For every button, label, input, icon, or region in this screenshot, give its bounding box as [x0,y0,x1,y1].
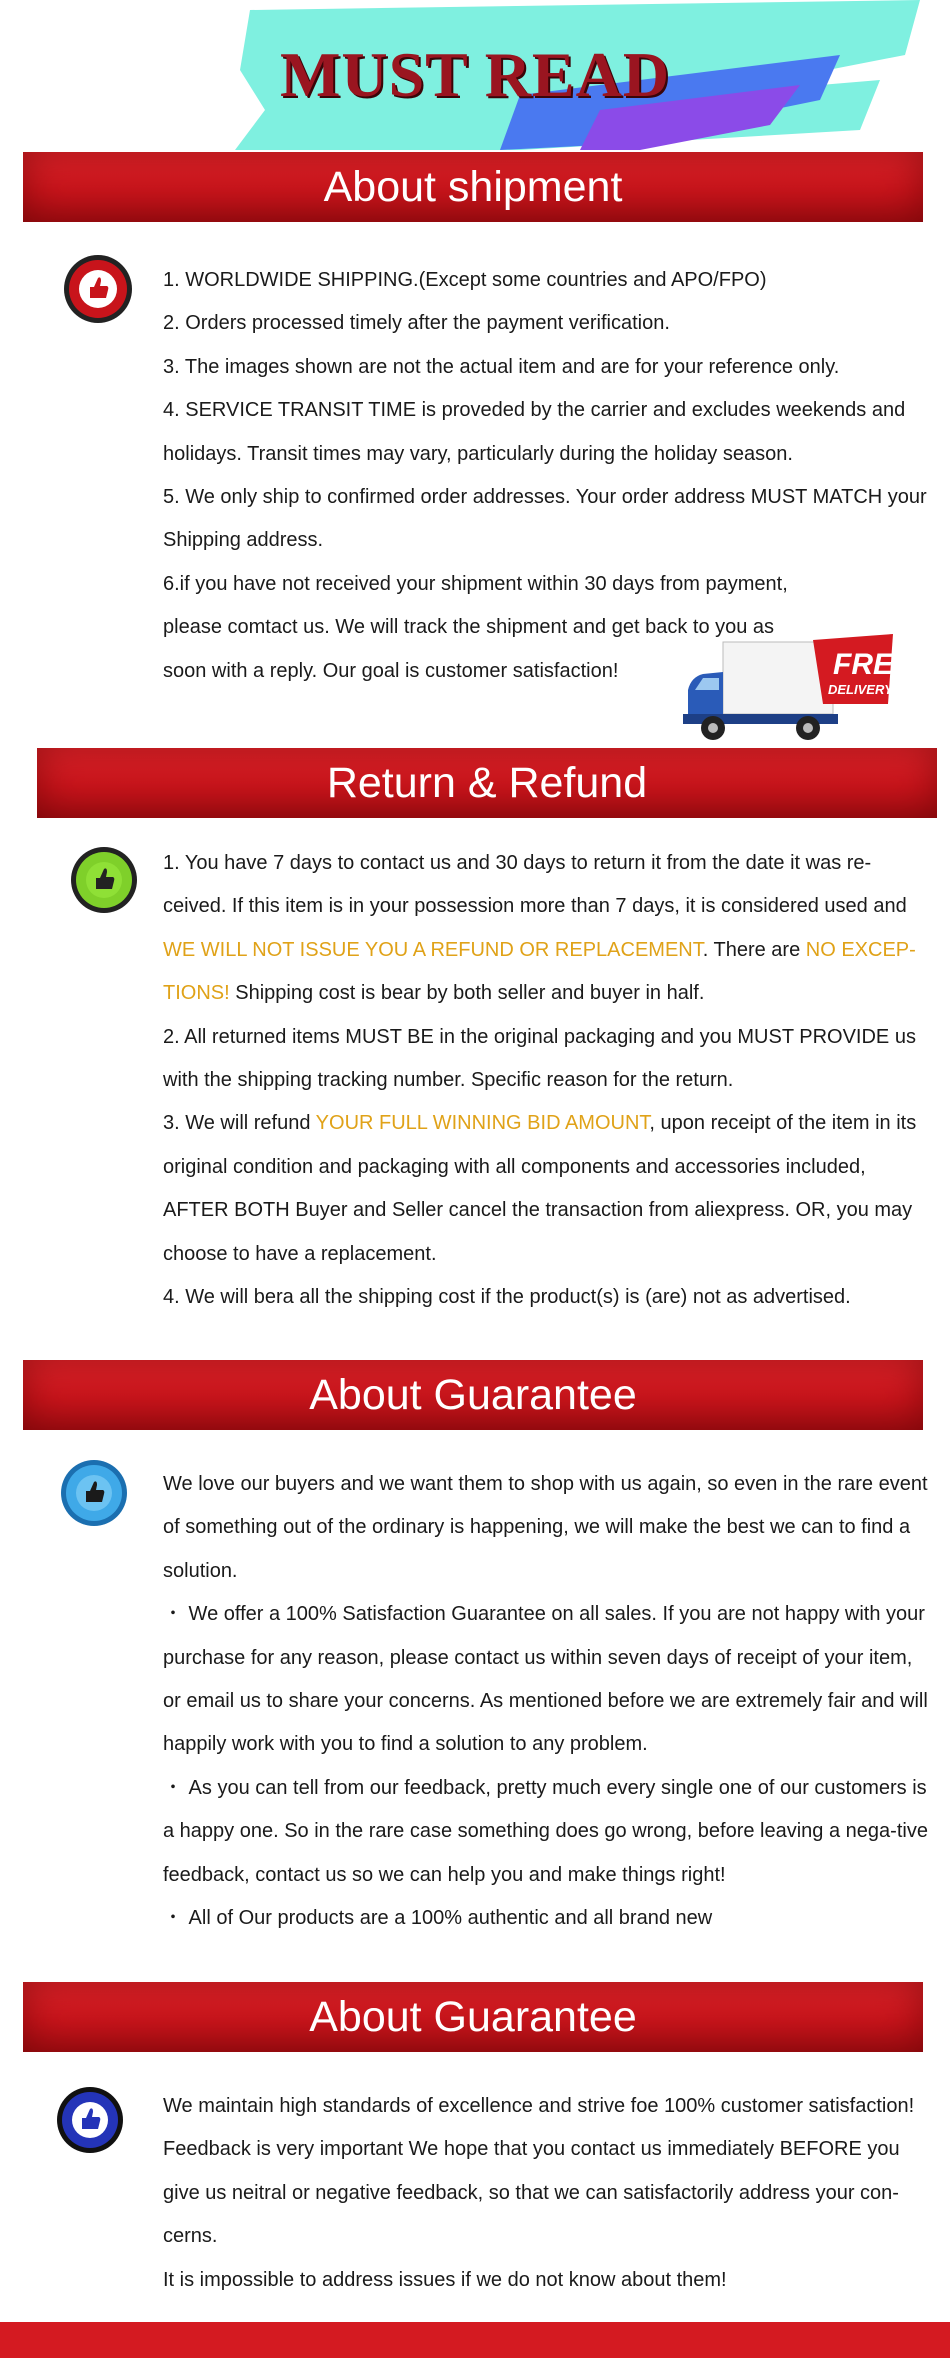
footer-bar [0,2322,950,2358]
guarantee-2-paragraph: It is impossible to address issues if we do not know about them! [163,2268,727,2291]
guarantee-2-paragraph: Feedback is very important We hope that you contact us immediately BEFORE you give us neitral or negative feedback, so that we can satisfactorily address your con-cerns. [163,2138,900,2248]
refund-paragraph: 2. All returned items MUST BE in the original packaging and you MUST PROVIDE us with the shipping tracking number. Specific reason for the return. [163,1025,916,1092]
shipment-line: 2. Orders processed timely after the payment verification. [163,312,670,335]
refund-text-span: , upon receipt of the item in its original condition and packaging with all components and accessories included, AFTER BOTH Buyer and Seller cancel the transaction from aliexpress. OR, you may choose to have a replacement. [163,1112,917,1265]
page-title: MUST READ [279,39,671,110]
refund-paragraph [163,1102,933,1276]
section-heading-guarantee-2: About Guarantee [23,1982,923,2052]
guarantee-2-paragraph: We maintain high standards of excellence and strive foe 100% customer satisfaction! [163,2095,915,2117]
truck-delivery-text: DELIVERY [828,682,893,697]
refund-highlight: WE WILL NOT ISSUE YOU A REFUND OR REPLACEMENT [163,938,703,961]
navy-thumbs-up-badge-icon [55,2085,125,2155]
shipment-line: 5. We only ship to confirmed order addresses. Your order address MUST MATCH your Shipping address. [163,486,927,552]
refund-highlight: NO EXCEP-TIONS! [163,938,916,1005]
shipment-text [163,259,933,693]
refund-text-span: Shipping cost is bear by both seller and buyer in half. [229,982,705,1005]
blue-thumbs-up-badge-icon [59,1458,129,1528]
refund-highlight: YOUR FULL WINNING BID AMOUNT [315,1112,650,1135]
refund-text-span: . There are [702,938,806,961]
free-delivery-truck-icon [683,632,914,752]
refund-paragraph: 4. We will bera all the shipping cost if the product(s) is (are) not as advertised. [163,1286,851,1309]
refund-text-span: 3. We will refund [163,1112,316,1135]
guarantee-paragraph: ・ As you can tell from our feedback, pretty much every single one of our customers is a happy one. So in the rare case something does go wrong, before leaving a nega-tive feedback, contact us so we can help you and make things right! [163,1776,928,1886]
green-thumbs-up-badge-icon [69,845,139,915]
section-heading-shipment: About shipment [23,152,923,222]
thumbs-up-badge-icon [63,254,133,324]
shipment-line: 6.if you have not received your shipment within 30 days from payment, please comtact us. We will track the shipment and get back to you as soon with a reply. Our goal is customer satisfaction! [163,572,788,682]
section-heading-guarantee: About Guarantee [23,1360,923,1430]
section-heading-refund: Return & Refund [37,748,937,818]
guarantee-paragraph: ・ We offer a 100% Satisfaction Guarantee on all sales. If you are not happy with your purchase for any reason, please contact us within seven days of receipt of your item, or email us to share your concerns. As mentioned before we are extremely fair and will happily work with you to find a solution to any problem. [163,1603,928,1756]
shipment-line: 3. The images shown are not the actual item and are for your reference only. [163,355,840,378]
guarantee-paragraph: We love our buyers and we want them to shop with us again, so even in the rare event of something out of the ordinary is happening, we will make the best we can to find a solution. [163,1473,928,1582]
refund-text-span: 1. You have 7 days to contact us and 30 days to return it from the date it was re-ceived. If this item is in your possession more than 7 days, it is considered used and [163,852,907,918]
guarantee-2-text [163,2085,933,2302]
refund-paragraph [163,842,933,1016]
truck-free-text: FREE [833,648,914,681]
refund-text [163,842,933,1319]
guarantee-text [163,1463,933,1940]
shipment-line: 1. WORLDWIDE SHIPPING.(Except some countries and APO/FPO) [163,269,767,291]
shipment-line: 4. SERVICE TRANSIT TIME is proveded by the carrier and excludes weekends and holidays. Transit times may vary, particularly during the holiday season. [163,399,906,465]
header-banner [0,0,950,150]
guarantee-paragraph: ・ All of Our products are a 100% authentic and all brand new [163,1907,713,1930]
